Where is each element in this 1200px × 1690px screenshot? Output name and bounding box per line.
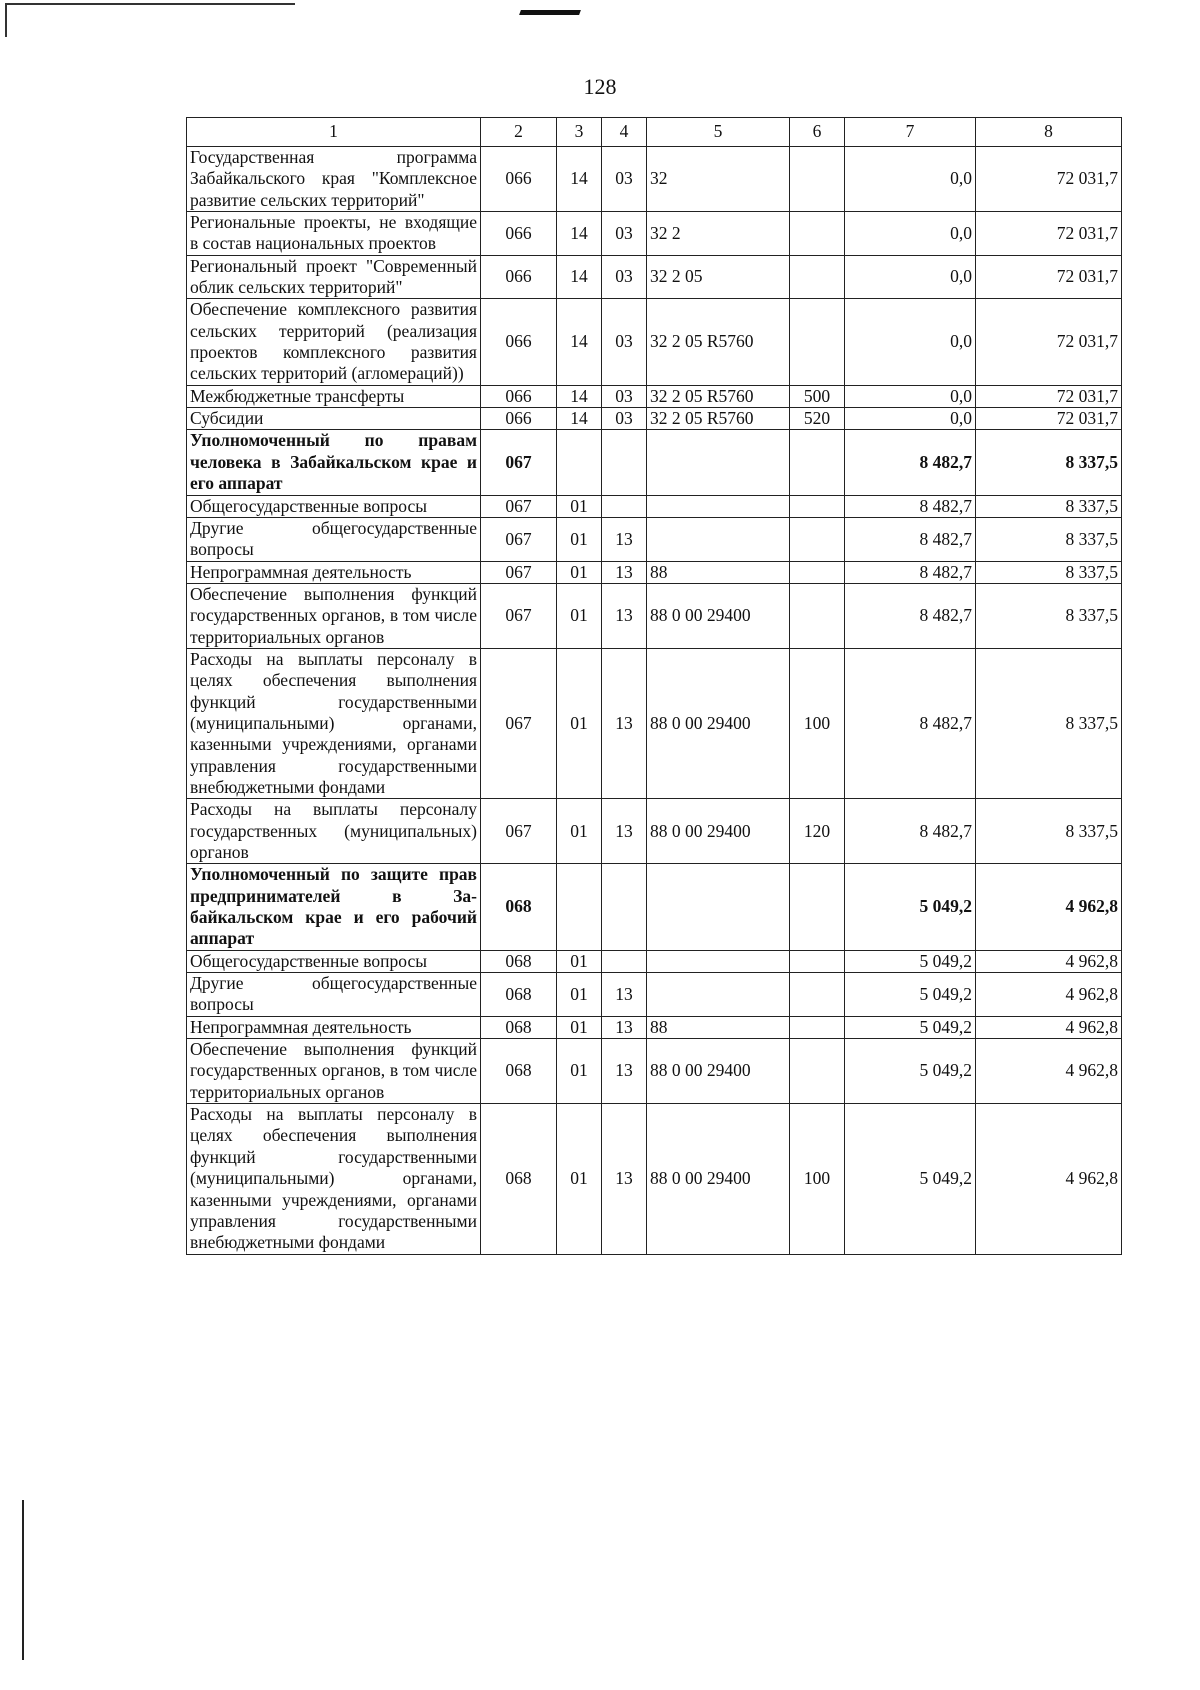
row-section-cell [557, 430, 602, 495]
scan-artifact-line [5, 3, 295, 5]
row-expense-type-cell [790, 864, 845, 950]
row-expense-type-cell: 100 [790, 1104, 845, 1254]
row-subsection-cell: 13 [602, 648, 647, 798]
row-expense-type-cell [790, 299, 845, 385]
row-code-cell: 068 [481, 1016, 557, 1038]
row-subsection-cell [602, 864, 647, 950]
row-name-cell: Расходы на выплаты персоналу в целях обеспечения выполнения функций государственными (муниципальными) органами, казенными учреждениями, органами управления государственными внебюджетными фондами [187, 648, 481, 798]
row-expense-type-cell [790, 1039, 845, 1104]
row-code-cell: 068 [481, 864, 557, 950]
row-amount-cell: 72 031,7 [976, 385, 1122, 407]
row-code-cell: 067 [481, 583, 557, 648]
row-section-cell: 14 [557, 385, 602, 407]
row-section-cell: 14 [557, 212, 602, 256]
row-target-cell: 88 0 00 29400 [647, 799, 790, 864]
column-header: 1 [187, 118, 481, 147]
row-name-cell: Непрограммная деятельность [187, 1016, 481, 1038]
row-section-cell: 01 [557, 973, 602, 1017]
column-header: 4 [602, 118, 647, 147]
row-expense-type-cell: 120 [790, 799, 845, 864]
row-section-cell: 01 [557, 950, 602, 972]
row-section-cell: 01 [557, 561, 602, 583]
row-code-cell: 067 [481, 430, 557, 495]
row-amount-cell: 4 962,8 [976, 973, 1122, 1017]
row-section-cell: 01 [557, 583, 602, 648]
table-row [187, 1104, 1122, 1254]
table-row [187, 583, 1122, 648]
row-section-cell: 01 [557, 495, 602, 517]
row-target-cell [647, 430, 790, 495]
row-amount-cell: 72 031,7 [976, 299, 1122, 385]
row-target-cell: 32 2 05 R5760 [647, 385, 790, 407]
row-amount-cell: 5 049,2 [845, 950, 976, 972]
row-amount-cell: 5 049,2 [845, 864, 976, 950]
scan-artifact-mark [519, 10, 581, 15]
row-expense-type-cell: 100 [790, 648, 845, 798]
row-amount-cell: 72 031,7 [976, 255, 1122, 299]
scan-artifact-line [22, 1500, 24, 1660]
row-expense-type-cell [790, 1016, 845, 1038]
row-target-cell: 88 0 00 29400 [647, 1104, 790, 1254]
row-section-cell: 14 [557, 147, 602, 212]
row-amount-cell: 8 482,7 [845, 430, 976, 495]
row-expense-type-cell [790, 973, 845, 1017]
row-amount-cell: 5 049,2 [845, 1016, 976, 1038]
row-amount-cell: 8 337,5 [976, 648, 1122, 798]
page-number: 128 [583, 74, 617, 99]
row-name-cell: Расходы на выплаты персоналу государственных (муниципальных) органов [187, 799, 481, 864]
row-target-cell: 88 0 00 29400 [647, 648, 790, 798]
table-row [187, 799, 1122, 864]
row-target-cell [647, 517, 790, 561]
row-amount-cell: 72 031,7 [976, 408, 1122, 430]
row-name-cell: Обеспечение выполнения функций государственных органов, в том числе территориальных органов [187, 1039, 481, 1104]
table-row [187, 212, 1122, 256]
row-name-cell: Другие общегосударственные вопросы [187, 973, 481, 1017]
column-header: 7 [845, 118, 976, 147]
row-code-cell: 066 [481, 408, 557, 430]
table-row [187, 299, 1122, 385]
row-amount-cell: 72 031,7 [976, 147, 1122, 212]
row-section-cell: 01 [557, 1039, 602, 1104]
row-target-cell [647, 864, 790, 950]
row-subsection-cell: 03 [602, 212, 647, 256]
row-section-cell: 14 [557, 408, 602, 430]
table-row [187, 517, 1122, 561]
table-row [187, 255, 1122, 299]
row-subsection-cell: 13 [602, 583, 647, 648]
row-target-cell: 32 2 [647, 212, 790, 256]
row-target-cell: 32 2 05 R5760 [647, 299, 790, 385]
table-row [187, 864, 1122, 950]
table-row [187, 430, 1122, 495]
row-expense-type-cell [790, 583, 845, 648]
column-header: 5 [647, 118, 790, 147]
row-expense-type-cell [790, 517, 845, 561]
row-name-cell: Непрограммная деятельность [187, 561, 481, 583]
row-subsection-cell: 13 [602, 1104, 647, 1254]
table-row [187, 147, 1122, 212]
row-amount-cell: 0,0 [845, 147, 976, 212]
row-amount-cell: 8 482,7 [845, 517, 976, 561]
row-code-cell: 067 [481, 561, 557, 583]
row-expense-type-cell [790, 430, 845, 495]
row-name-cell: Государственная программа Забайкальского края "Комплексное развитие сельских территорий" [187, 147, 481, 212]
row-amount-cell: 8 337,5 [976, 561, 1122, 583]
row-expense-type-cell [790, 212, 845, 256]
row-name-cell: Уполномоченный по правам человека в Забайкальском крае и его аппарат [187, 430, 481, 495]
row-code-cell: 066 [481, 212, 557, 256]
row-expense-type-cell [790, 950, 845, 972]
row-amount-cell: 8 337,5 [976, 495, 1122, 517]
row-expense-type-cell [790, 561, 845, 583]
row-amount-cell: 8 482,7 [845, 648, 976, 798]
row-subsection-cell [602, 495, 647, 517]
row-name-cell: Уполномоченный по защите прав предпринимателей в Забайкальском крае и его рабочий аппарат [187, 864, 481, 950]
row-amount-cell: 8 482,7 [845, 561, 976, 583]
row-amount-cell: 8 482,7 [845, 495, 976, 517]
table-row [187, 1016, 1122, 1038]
column-header: 8 [976, 118, 1122, 147]
row-subsection-cell: 03 [602, 385, 647, 407]
row-amount-cell: 8 337,5 [976, 430, 1122, 495]
row-expense-type-cell: 520 [790, 408, 845, 430]
row-section-cell: 01 [557, 1104, 602, 1254]
row-name-cell: Расходы на выплаты персоналу в целях обеспечения выполнения функций государственными (муниципальными) органами, казенными учреждениями, органами управления государственными внебюджетными фондами [187, 1104, 481, 1254]
row-amount-cell: 0,0 [845, 255, 976, 299]
row-expense-type-cell [790, 147, 845, 212]
row-section-cell: 01 [557, 1016, 602, 1038]
row-target-cell [647, 950, 790, 972]
row-target-cell: 88 0 00 29400 [647, 583, 790, 648]
row-amount-cell: 0,0 [845, 212, 976, 256]
row-name-cell: Другие общегосударственные вопросы [187, 517, 481, 561]
row-subsection-cell: 03 [602, 408, 647, 430]
table-row [187, 648, 1122, 798]
row-section-cell: 14 [557, 299, 602, 385]
row-amount-cell: 0,0 [845, 299, 976, 385]
scan-artifact-line [5, 3, 7, 37]
budget-table [186, 117, 1122, 1255]
row-amount-cell: 4 962,8 [976, 1039, 1122, 1104]
row-target-cell: 88 0 00 29400 [647, 1039, 790, 1104]
row-section-cell: 01 [557, 799, 602, 864]
row-amount-cell: 8 482,7 [845, 799, 976, 864]
row-target-cell [647, 973, 790, 1017]
row-code-cell: 068 [481, 950, 557, 972]
table-row [187, 385, 1122, 407]
row-amount-cell: 8 482,7 [845, 583, 976, 648]
row-code-cell: 067 [481, 517, 557, 561]
row-target-cell: 32 [647, 147, 790, 212]
row-code-cell: 068 [481, 1104, 557, 1254]
row-subsection-cell: 03 [602, 255, 647, 299]
row-code-cell: 067 [481, 799, 557, 864]
column-header: 6 [790, 118, 845, 147]
table-row [187, 950, 1122, 972]
row-name-cell: Субсидии [187, 408, 481, 430]
row-amount-cell: 0,0 [845, 408, 976, 430]
row-code-cell: 068 [481, 1039, 557, 1104]
table-row [187, 973, 1122, 1017]
row-section-cell: 14 [557, 255, 602, 299]
row-section-cell [557, 864, 602, 950]
row-name-cell: Обеспечение выполнения функций государственных органов, в том числе территориальных органов [187, 583, 481, 648]
row-subsection-cell: 03 [602, 299, 647, 385]
row-subsection-cell: 13 [602, 799, 647, 864]
row-subsection-cell [602, 430, 647, 495]
row-subsection-cell: 03 [602, 147, 647, 212]
table-row [187, 1039, 1122, 1104]
row-subsection-cell: 13 [602, 1039, 647, 1104]
row-amount-cell: 8 337,5 [976, 799, 1122, 864]
row-amount-cell: 72 031,7 [976, 212, 1122, 256]
row-subsection-cell [602, 950, 647, 972]
row-amount-cell: 5 049,2 [845, 1104, 976, 1254]
row-subsection-cell: 13 [602, 517, 647, 561]
row-amount-cell: 8 337,5 [976, 517, 1122, 561]
row-name-cell: Межбюджетные трансферты [187, 385, 481, 407]
row-target-cell [647, 495, 790, 517]
row-code-cell: 067 [481, 495, 557, 517]
row-amount-cell: 4 962,8 [976, 864, 1122, 950]
row-subsection-cell: 13 [602, 561, 647, 583]
row-code-cell: 067 [481, 648, 557, 798]
row-subsection-cell: 13 [602, 1016, 647, 1038]
row-expense-type-cell [790, 255, 845, 299]
row-code-cell: 066 [481, 299, 557, 385]
row-code-cell: 066 [481, 255, 557, 299]
table-row [187, 495, 1122, 517]
row-expense-type-cell: 500 [790, 385, 845, 407]
row-name-cell: Общегосударственные вопросы [187, 950, 481, 972]
column-header: 3 [557, 118, 602, 147]
row-code-cell: 066 [481, 147, 557, 212]
row-target-cell: 88 [647, 561, 790, 583]
row-target-cell: 32 2 05 R5760 [647, 408, 790, 430]
row-amount-cell: 4 962,8 [976, 950, 1122, 972]
row-expense-type-cell [790, 495, 845, 517]
row-name-cell: Обеспечение комплексного развития сельских территорий (реализация проектов комплексного развития сельских территорий (агломераций)) [187, 299, 481, 385]
row-name-cell: Общегосударственные вопросы [187, 495, 481, 517]
row-code-cell: 066 [481, 385, 557, 407]
column-header: 2 [481, 118, 557, 147]
row-subsection-cell: 13 [602, 973, 647, 1017]
row-name-cell: Региональный проект "Современный облик сельских территорий" [187, 255, 481, 299]
row-amount-cell: 4 962,8 [976, 1016, 1122, 1038]
row-amount-cell: 8 337,5 [976, 583, 1122, 648]
row-target-cell: 88 [647, 1016, 790, 1038]
row-code-cell: 068 [481, 973, 557, 1017]
row-section-cell: 01 [557, 517, 602, 561]
row-amount-cell: 5 049,2 [845, 973, 976, 1017]
row-amount-cell: 5 049,2 [845, 1039, 976, 1104]
row-amount-cell: 4 962,8 [976, 1104, 1122, 1254]
table-header-row [187, 118, 1122, 147]
row-amount-cell: 0,0 [845, 385, 976, 407]
row-target-cell: 32 2 05 [647, 255, 790, 299]
table-row [187, 408, 1122, 430]
table-row [187, 561, 1122, 583]
row-name-cell: Региональные проекты, не входящие в состав национальных проектов [187, 212, 481, 256]
row-section-cell: 01 [557, 648, 602, 798]
